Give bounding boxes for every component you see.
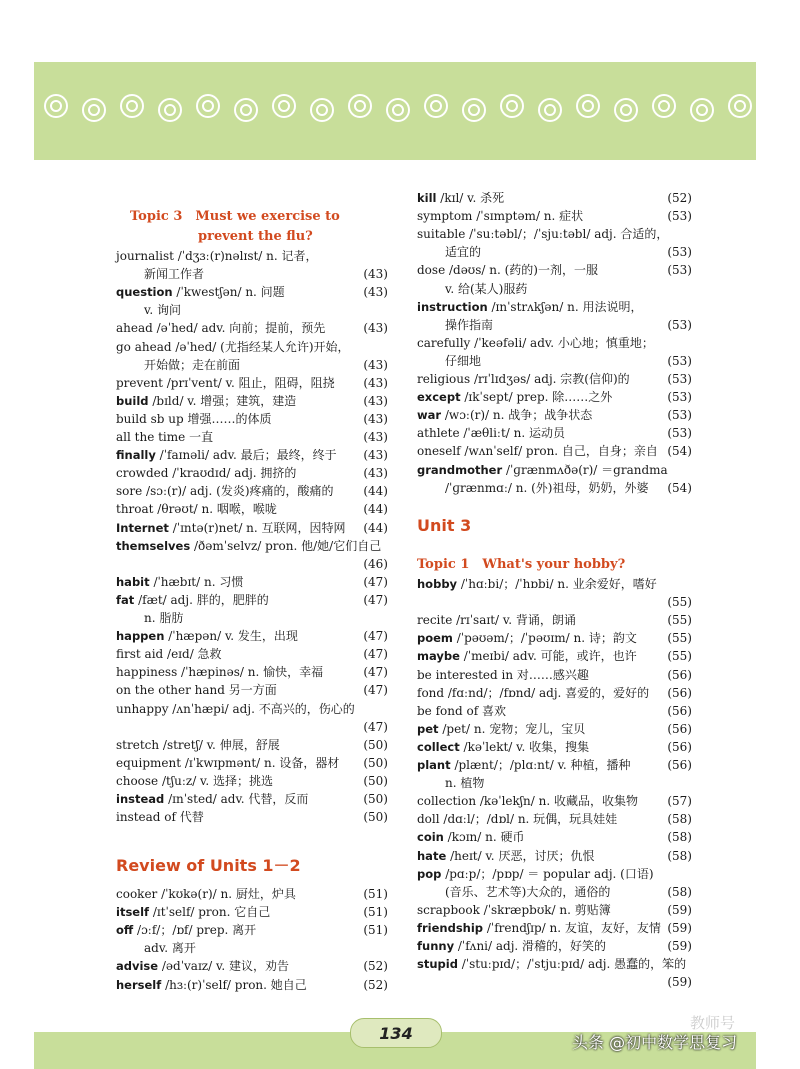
vocab-entry: choose /tʃuːz/ v. 选择；挑选 [116,773,274,788]
page-ref: (55) [667,631,692,646]
vocab-entry: first aid /eɪd/ 急救 [116,647,222,662]
headword: build [116,393,149,408]
vocab-entry: herself /hɜː(r)ˈself/ pron. 她自己 [116,977,307,992]
vocab-entry: sore /sɔː(r)/ adj. (发炎)疼痛的，酸痛的 [116,484,334,499]
vocab-entry: 操作指南 [445,317,494,332]
headword: collect [417,739,460,754]
page-ref: (43) [363,448,388,463]
page-ref: (44) [363,502,388,517]
vocab-entry: v. 询问 [144,303,181,318]
vocab-entry: hate /heɪt/ v. 厌恶，讨厌；仇恨 [417,848,595,863]
ring-icon [348,94,372,118]
page-ref: (53) [667,390,692,405]
page-number: 134 [379,1024,413,1043]
vocab-entry: happen /ˈhæpən/ v. 发生，出现 [116,629,298,644]
vocab-entry: all the time 一直 [116,430,214,444]
headword: war [417,408,442,423]
page-ref: (47) [363,592,388,607]
page-ref: (56) [667,685,692,700]
page-ref: (53) [667,317,692,332]
review-title: Review of Units 1－2 [116,856,301,875]
headword: herself [116,977,162,992]
page-ref: (43) [363,430,388,444]
ring-icon [576,94,600,118]
vocab-entry: suitable /ˈsuːtəbl/；/ˈsjuːtəbl/ adj. 合适的， [417,227,669,242]
page-ref: (53) [667,245,692,260]
vocab-entry: build sb up 增强……的体质 [116,411,272,426]
headword: plant [417,758,451,772]
vocab-entry: maybe /ˈmeɪbi/ adv. 可能，或许，也许 [417,649,637,664]
page-ref: (50) [363,810,388,825]
vocab-entry: instruction /ɪnˈstrʌkʃən/ n. 用法说明， [417,299,643,314]
ring-icon [652,94,676,118]
vocab-entry: kill /kɪl/ v. 杀死 [417,191,505,205]
page-ref: (43) [363,393,388,408]
headword: coin [417,830,444,845]
page-ref: (50) [363,792,388,806]
vocab-entry: be fond of 喜欢 [417,703,506,718]
vocab-entry: fond /fɑːnd/；/fɒnd/ adj. 喜爱的，爱好的 [417,685,650,700]
headword: poem [417,631,453,646]
ring-icon [386,98,410,122]
headword: pet [417,721,439,736]
headword: maybe [417,649,460,664]
vocab-entry: war /wɔː(r)/ n. 战争；战争状态 [417,408,593,423]
page-ref: (59) [667,939,692,953]
vocab-entry: athlete /ˈæθliːt/ n. 运动员 [417,426,565,441]
ring-icon [310,98,334,122]
vocab-entry: 适宜的 [445,245,482,260]
page-ref: (52) [667,191,692,205]
vocab-entry: ahead /əˈhed/ adv. 向前；提前，预先 [116,321,326,336]
page-ref: (51) [363,923,388,938]
vocab-entry: /ˈɡrænmɑː/ n. (外)祖母，奶奶，外婆 [445,480,649,495]
vocab-entry: pop /pɑːp/；/pɒp/ ＝ popular adj. (口语) [417,866,654,881]
headword: hobby [417,577,458,591]
watermark: 头条 @初中数学思复习 [572,1033,738,1052]
vocab-entry: finally /ˈfaɪnəli/ adv. 最后；最终，终于 [116,448,337,463]
page-ref: (58) [667,884,692,899]
page-ref: (43) [363,285,388,300]
vocab-entry: prevent /prɪˈvent/ v. 阻止，阻碍，阻挠 [116,375,335,390]
headword: off [116,923,134,938]
page-ref: (59) [667,902,692,917]
headword: question [116,285,173,300]
page-ref: (43) [363,267,388,282]
page-ref: (44) [363,520,388,535]
page-ref: (50) [363,737,388,752]
headword: happen [116,629,165,644]
vocab-entry: n. 脂肪 [144,611,184,625]
page-ref: (47) [363,647,388,662]
page-ref: (50) [363,773,388,788]
vocab-entry: happiness /ˈhæpinəs/ n. 愉快，幸福 [116,665,324,680]
vocab-entry: religious /rɪˈlɪdʒəs/ adj. 宗教(信仰)的 [417,372,630,386]
vocab-entry: pet /pet/ n. 宠物；宠儿，宝贝 [417,721,586,736]
ring-icon [272,94,296,118]
headword: stupid [417,957,458,972]
ring-icon [500,94,524,118]
headword: instead [116,792,165,806]
page-ref: (53) [667,353,692,368]
vocab-entry: poem /ˈpəʊəm/；/ˈpəʊɪm/ n. 诗；韵文 [417,631,637,646]
page-ref: (59) [667,975,692,990]
headword: fat [116,592,135,607]
vocab-entry: 仔细地 [445,353,482,368]
headword: hate [417,848,447,863]
page-ref: (43) [363,466,388,481]
page-ref: (53) [667,408,692,423]
vocab-entry: friendship /ˈfrendʃɪp/ n. 友谊，友好，友情 [417,920,661,935]
ring-icon [690,98,714,122]
page-ref: (54) [667,480,692,495]
page-ref: (56) [667,667,692,682]
page-ref: (51) [363,905,388,920]
vocab-entry: recite /rɪˈsaɪt/ v. 背诵，朗诵 [417,613,576,628]
ring-icon [538,98,562,122]
page-ref: (43) [363,411,388,426]
headword: themselves [116,538,191,553]
page-ref: (47) [363,683,388,698]
vocab-entry: habit /ˈhæbɪt/ n. 习惯 [116,574,244,589]
vocab-entry: coin /kɔɪn/ n. 硬币 [417,830,525,845]
page-ref: (53) [667,209,692,224]
vocab-entry: instead /ɪnˈsted/ adv. 代替，反而 [116,792,309,806]
page-ref: (47) [363,665,388,680]
vocab-entry: fat /fæt/ adj. 胖的，肥胖的 [116,592,269,607]
vocab-entry: advise /ədˈvaɪz/ v. 建议，劝告 [116,959,289,974]
vocab-entry: symptom /ˈsɪmptəm/ n. 症状 [417,209,584,224]
vocab-entry: stretch /stretʃ/ v. 伸展，舒展 [116,737,280,752]
ring-icon [158,98,182,122]
ring-icon [728,94,752,118]
vocab-entry: throat /θrəʊt/ n. 咽喉，喉咙 [116,502,277,517]
page-ref: (56) [667,758,692,772]
vocab-entry: cooker /ˈkʊkə(r)/ n. 厨灶，炉具 [116,887,296,901]
headword: kill [417,191,437,205]
topic-title-cont: prevent the flu? [198,229,313,244]
headword: finally [116,448,156,463]
headword: pop [417,866,442,881]
page-ref: (55) [667,613,692,628]
page-ref: (55) [667,649,692,664]
vocab-entry: journalist /ˈdʒɜː(r)nəlɪst/ n. 记者， [116,249,318,263]
vocab-entry: (音乐、艺术等)大众的，通俗的 [445,884,611,899]
unit-title: Unit 3 [417,516,472,535]
vocab-entry: oneself /wʌnˈself/ pron. 自己，自身；亲自 [417,444,658,459]
vocab-entry: themselves /ðəmˈselvz/ pron. 他/她/它们自己 [116,538,382,553]
headword: itself [116,905,150,920]
ring-icon [120,94,144,118]
ring-icon [82,98,106,122]
vocab-entry: 新闻工作者 [144,267,205,282]
page-ref: (46) [363,556,388,571]
headword: grandmother [417,462,503,477]
ring-decoration [44,94,749,124]
headword: except [417,390,461,405]
vocab-entry: Internet /ˈɪntə(r)net/ n. 互联网，因特网 [116,520,346,535]
vocab-entry: collect /kəˈlekt/ v. 收集，搜集 [417,739,590,754]
vocab-entry: crowded /ˈkraʊdɪd/ adj. 拥挤的 [116,466,297,481]
vocab-entry: plant /plænt/；/plɑːnt/ v. 种植，播种 [417,758,631,772]
page-ref: (43) [363,375,388,390]
vocab-entry: equipment /ɪˈkwɪpmənt/ n. 设备，器材 [116,755,340,770]
page-ref: (53) [667,372,692,386]
page-ref: (58) [667,830,692,845]
ring-icon [44,94,68,118]
vocab-entry: off /ɔːf/；/ɒf/ prep. 离开 [116,923,257,938]
vocab-entry: unhappy /ʌnˈhæpi/ adj. 不高兴的，伤心的 [116,701,355,716]
headword: friendship [417,920,484,935]
headword: advise [116,959,159,974]
vocab-entry: hobby /ˈhɑːbi/；/ˈhɒbi/ n. 业余爱好，嗜好 [417,577,657,591]
page-ref: (55) [667,595,692,610]
vocab-entry: grandmother /ˈɡrænmʌðə(r)/ ＝grandma [417,462,668,477]
page-ref: (59) [667,920,692,935]
vocab-entry: instead of 代替 [116,810,204,825]
page-ref: (50) [363,755,388,770]
ring-icon [424,94,448,118]
page-ref: (56) [667,739,692,754]
page-ref: (56) [667,721,692,736]
vocab-entry: doll /dɑːl/；/dɒl/ n. 玩偶，玩具娃娃 [417,812,618,827]
vocab-entry: except /ɪkˈsept/ prep. 除……之外 [417,390,613,405]
vocab-entry: stupid /ˈstuːpɪd/；/ˈstjuːpɪd/ adj. 愚蠢的，笨的 [417,957,687,972]
page-ref: (53) [667,426,692,441]
vocab-entry: question /ˈkwestʃən/ n. 问题 [116,285,285,300]
page-ref: (53) [667,263,692,278]
vocab-entry: collection /kəˈlekʃn/ n. 收藏品，收集物 [417,794,638,809]
headword: funny [417,939,455,953]
page-ref: (58) [667,812,692,827]
vocab-entry: adv. 离开 [144,941,196,956]
page-ref: (43) [363,321,388,336]
page-ref: (54) [667,444,692,459]
page-ref: (47) [363,719,388,734]
page-ref: (47) [363,629,388,644]
vocab-entry: scrapbook /ˈskræpbʊk/ n. 剪贴簿 [417,902,611,917]
page-ref: (52) [363,959,388,974]
ring-icon [196,94,220,118]
unit-topic-title: Topic 1 What's your hobby? [417,557,626,572]
vocab-entry: n. 植物 [445,776,485,791]
vocab-entry: dose /dəʊs/ n. (药的)一剂，一服 [417,263,598,278]
ring-icon [462,98,486,122]
page-ref: (51) [363,887,388,901]
page-ref: (52) [363,977,388,992]
vocab-entry: funny /ˈfʌni/ adj. 滑稽的，好笑的 [417,939,607,953]
page-ref: (47) [363,574,388,589]
ring-icon [614,98,638,122]
header-band [34,62,756,160]
page-ref: (57) [667,794,692,809]
vocab-entry: build /bɪld/ v. 增强；建筑，建造 [116,393,297,408]
vocab-entry: v. 给(某人)服药 [445,281,528,296]
vocab-entry: be interested in 对……感兴趣 [417,667,589,682]
vocab-entry: on the other hand 另一方面 [116,683,277,698]
page-ref: (56) [667,703,692,718]
watermark-faint: 教师号 [690,1014,736,1032]
headword: habit [116,574,150,589]
headword: Internet [116,520,169,535]
ring-icon [234,98,258,122]
page-ref: (58) [667,848,692,863]
vocab-entry: itself /ɪtˈself/ pron. 它自己 [116,905,271,920]
headword: instruction [417,299,488,314]
vocab-entry: go ahead /əˈhed/ (尤指经某人允许)开始， [116,339,350,354]
page-ref: (44) [363,484,388,499]
topic-title: Topic 3 Must we exercise to [130,209,340,224]
vocab-entry: carefully /ˈkeəfəli/ adv. 小心地；慎重地； [417,335,654,350]
page-ref: (43) [363,357,388,372]
vocab-entry: 开始做；走在前面 [144,357,241,372]
page-number-badge [350,1018,442,1048]
